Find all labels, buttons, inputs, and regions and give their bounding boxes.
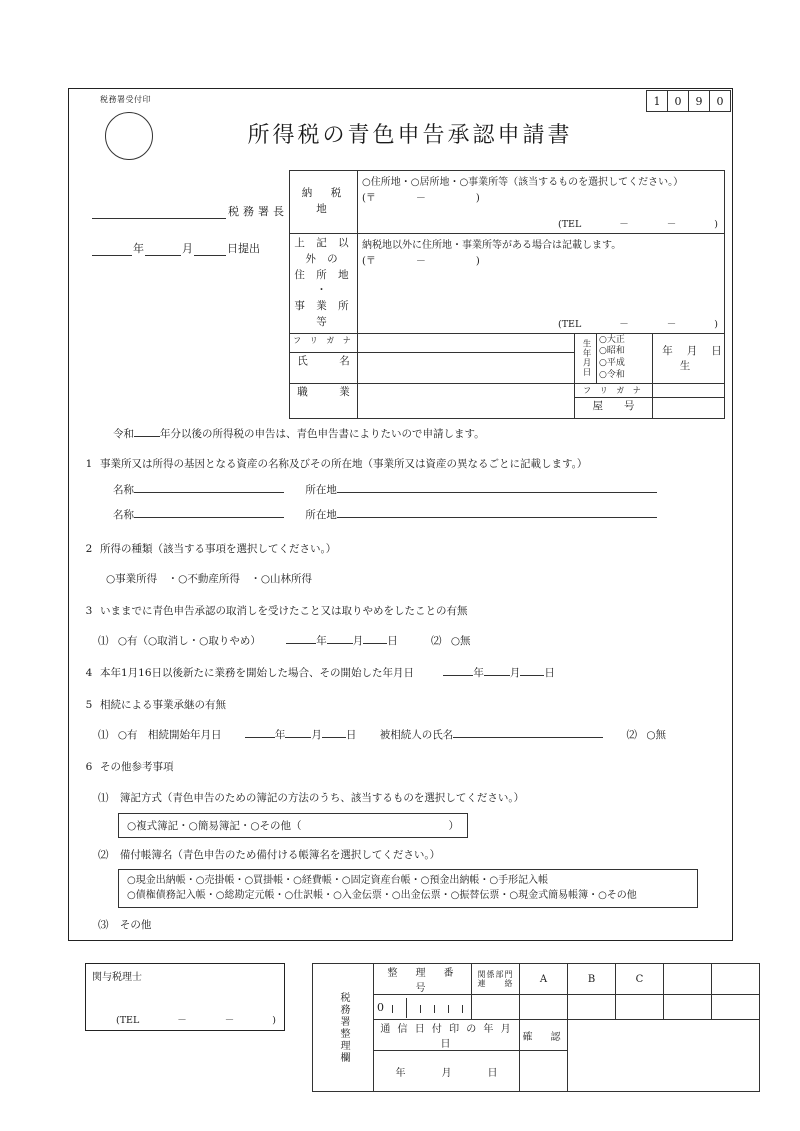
dob-label: 生年月日 — [580, 339, 591, 378]
column-c-header: C — [616, 964, 664, 995]
section-4 — [68, 667, 733, 680]
succession-day-label: 日 — [345, 729, 357, 742]
seiri-number-header: 整 理 番 号 — [374, 964, 472, 995]
column-e-cell[interactable] — [712, 995, 760, 1020]
section-1-text: 事業所又は所得の基因となる資産の名称及びその所在地（事業所又は資産の異なるごとに記載します。） — [100, 458, 588, 471]
start-year-input[interactable] — [443, 675, 473, 676]
era-options[interactable] — [597, 333, 653, 384]
form-code-digit: 1 — [646, 90, 668, 112]
section-3-index: 3 — [85, 604, 93, 617]
column-a-cell[interactable] — [520, 995, 568, 1020]
asset-name-input[interactable] — [134, 517, 284, 518]
tax-place-zip[interactable]: (〒 － ) — [362, 193, 480, 204]
table-row-occupation-furigana — [290, 384, 725, 398]
era-option-reiwa[interactable]: ○令和 — [599, 370, 625, 381]
name-furigana-label: フ リ ガ ナ — [290, 333, 358, 353]
decedent-name-label: 被相続人の氏名 — [379, 729, 454, 742]
submit-day-label: 日提出 — [227, 242, 260, 255]
dept-contact-line2: 連 絡 — [477, 979, 514, 988]
asset-place-input[interactable] — [337, 492, 657, 493]
section-4-text: 本年1月16日以後新たに業務を開始した場合、その開始した年月日 — [100, 667, 415, 679]
section-6-sub3 — [68, 919, 733, 932]
column-d-header — [664, 964, 712, 995]
era-option-taisho[interactable]: ○大正 — [599, 334, 625, 345]
dob-year-label: 年 — [662, 345, 673, 358]
column-b-cell[interactable] — [568, 995, 616, 1020]
asset-place-label: 所在地 — [305, 484, 337, 497]
column-e-header — [712, 964, 760, 995]
asset-place-input[interactable] — [337, 517, 657, 518]
section-6-sub3-text: その他 — [119, 918, 152, 931]
column-d-cell[interactable] — [664, 995, 712, 1020]
section-3-answers — [68, 635, 733, 648]
office-section-label: 税務署整理欄 — [338, 991, 349, 1064]
intro-text: 年分以後の所得税の申告は、青色申告書によりたいので申請します。 — [160, 428, 485, 440]
section-2 — [68, 543, 733, 556]
ledger-row-2[interactable]: ○債権債務記入帳・○総勘定元帳・○仕訳帳・○入金伝票・○出金伝票・○振替伝票・○現金式簡易帳簿・○その他 — [127, 890, 637, 902]
section-2-index: 2 — [85, 542, 93, 555]
seiri-tick — [392, 1005, 393, 1013]
intro-line — [68, 428, 733, 441]
postmark-header: 通 信 日 付 印 の 年 月 日 — [374, 1020, 520, 1051]
start-day-input[interactable] — [520, 675, 544, 676]
intro-era: 令和 — [113, 428, 134, 440]
postmark-month-label: 月 — [441, 1067, 452, 1079]
bookkeeping-method-box[interactable] — [118, 813, 468, 838]
succession-no-option[interactable]: ○無 — [646, 729, 667, 742]
submit-month-label: 月 — [182, 242, 193, 255]
start-day-label: 日 — [544, 667, 555, 679]
era-option-heisei[interactable]: ○平成 — [599, 358, 625, 369]
section-6-sub3-index: ⑶ — [98, 918, 109, 931]
trade-name-label: 屋 号 — [575, 398, 653, 419]
decedent-name-input[interactable] — [453, 737, 603, 738]
revocation-month-label: 月 — [352, 634, 364, 647]
table-row-other-place — [290, 234, 725, 334]
column-a-header: A — [520, 964, 568, 995]
confirm-cell[interactable] — [520, 1051, 568, 1092]
other-place-tel[interactable]: (TEL － － ) — [558, 318, 718, 330]
tax-place-cell[interactable] — [358, 171, 725, 234]
confirm-header: 確 認 — [520, 1020, 568, 1051]
section-6-index: 6 — [85, 761, 93, 774]
table-row-office-header — [313, 964, 760, 995]
dob-date-inputs[interactable] — [653, 333, 725, 384]
dept-contact-cell[interactable] — [472, 995, 520, 1020]
succession-month-label: 月 — [311, 729, 322, 742]
tax-office-line — [92, 203, 288, 219]
tax-agent-label: 関与税理士 — [92, 972, 142, 983]
submit-day-input[interactable] — [194, 242, 226, 256]
section-6-sub2-index: ⑵ — [98, 848, 109, 861]
submit-year-input[interactable] — [92, 242, 132, 256]
ledger-row-1[interactable]: ○現金出納帳・○売掛帳・○買掛帳・○経費帳・○固定資産台帳・○預金出納帳・○手形記入帳 — [127, 874, 549, 886]
tax-agent-tel[interactable]: (TEL － － ) — [116, 1015, 276, 1026]
trade-furigana-label: フ リ ガ ナ — [575, 384, 653, 398]
seiri-tick — [406, 998, 407, 1018]
tax-office-label: 税務署長 — [228, 205, 288, 218]
postmark-date-cell[interactable] — [374, 1051, 520, 1092]
intro-year-input[interactable] — [134, 436, 160, 437]
column-b-header: B — [568, 964, 616, 995]
section-3-sub1-index: ⑴ — [98, 634, 109, 647]
asset-name-label: 名称 — [113, 509, 134, 522]
revocation-day-label: 日 — [387, 634, 398, 647]
table-row-furigana — [290, 333, 725, 353]
seiri-tick — [462, 1005, 463, 1013]
tax-place-label: 納 税 地 — [290, 171, 358, 234]
section-3 — [68, 605, 733, 618]
dob-label-cell — [575, 333, 597, 384]
seiri-number-prefix: 0 — [377, 1000, 384, 1014]
seiri-number-cell[interactable] — [374, 995, 472, 1020]
succession-year-input[interactable] — [245, 737, 275, 738]
asset-row-1 — [68, 484, 733, 497]
receipt-stamp-label: 税務署受付印 — [100, 95, 151, 104]
asset-name-input[interactable] — [134, 492, 284, 493]
office-notes-cell[interactable] — [568, 1020, 760, 1092]
dept-contact-header — [472, 964, 520, 995]
section-5-index: 5 — [85, 699, 93, 712]
revocation-year-label: 年 — [316, 634, 327, 647]
revocation-day-input[interactable] — [363, 643, 387, 644]
name-input[interactable] — [358, 353, 575, 384]
tax-office-processing-table — [312, 963, 760, 1092]
page-title: 所得税の青色申告承認申請書 — [247, 123, 573, 148]
section-6-sub2-text: 備付帳簿名（青色申告のため備付ける帳簿名を選択してください。） — [119, 848, 441, 861]
table-row-postmark-header — [313, 1020, 760, 1051]
section-5-sub1-index: ⑴ — [98, 729, 109, 742]
tax-place-tel[interactable]: (TEL － － ) — [558, 219, 718, 230]
income-type-options[interactable]: ○事業所得 ・○不動産所得 ・○山林所得 — [106, 572, 312, 585]
occupation-input[interactable] — [358, 384, 575, 419]
tax-place-options[interactable]: ○住所地・○居所地・○事業所等（該当するものを選択してください。） — [362, 177, 684, 188]
succession-yes-option[interactable]: ○有 相続開始年月日 — [117, 729, 222, 742]
seiri-tick — [420, 1005, 421, 1013]
table-row-tax-place — [290, 171, 725, 234]
name-furigana-input[interactable] — [358, 333, 575, 353]
section-5-answers — [68, 729, 733, 742]
no-revocation-option[interactable]: ○無 — [450, 634, 471, 647]
section-1-index: 1 — [85, 458, 93, 471]
revocation-year-input[interactable] — [286, 643, 316, 644]
succession-month-input[interactable] — [285, 737, 311, 738]
start-year-label: 年 — [473, 667, 484, 679]
section-6-sub1 — [68, 792, 733, 805]
postmark-year-label: 年 — [395, 1067, 406, 1079]
column-c-cell[interactable] — [616, 995, 664, 1020]
succession-year-label: 年 — [274, 729, 286, 742]
form-code-digit: 0 — [668, 90, 689, 112]
revocation-month-input[interactable] — [327, 643, 353, 644]
form-body — [68, 428, 733, 932]
section-6-sub1-index: ⑴ — [98, 791, 109, 804]
start-month-input[interactable] — [484, 675, 510, 676]
revocation-option[interactable]: ○有（○取消し・○取りやめ） — [117, 634, 261, 647]
section-6-sub2 — [68, 849, 733, 862]
asset-name-label: 名称 — [113, 484, 134, 497]
section-2-text: 所得の種類（該当する事項を選択してください。） — [100, 542, 337, 555]
section-6-text: その他参考事項 — [100, 761, 174, 774]
form-code-digit: 9 — [689, 90, 710, 112]
section-3-text: いままでに青色申告承認の取消しを受けたこと又は取りやめをしたことの有無 — [100, 604, 468, 617]
section-4-index: 4 — [85, 667, 93, 679]
trade-name-input[interactable] — [653, 398, 725, 419]
dob-day-label: 日生 — [679, 345, 722, 373]
tax-office-input[interactable] — [92, 204, 226, 219]
asset-row-2 — [68, 509, 733, 522]
dept-contact-line1: 関係部門 — [477, 969, 514, 979]
name-label: 氏 名 — [290, 353, 358, 384]
submission-date-line — [92, 240, 288, 256]
other-place-zip[interactable]: (〒 － ) — [362, 256, 480, 267]
office-section-label-cell — [313, 964, 374, 1092]
tax-agent-box[interactable] — [85, 963, 285, 1031]
succession-day-input[interactable] — [322, 737, 346, 738]
other-place-cell[interactable] — [358, 234, 725, 334]
section-5 — [68, 699, 733, 712]
other-place-label: 上 記 以 外 の 住 所 地 ・ 事 業 所 等 — [290, 234, 358, 334]
section-1 — [68, 458, 733, 471]
section-5-sub2-index: ⑵ — [626, 729, 638, 742]
seiri-tick — [448, 1005, 449, 1013]
section-5-text: 相続による事業承継の有無 — [100, 699, 226, 712]
section-6 — [68, 761, 733, 774]
other-place-note: 納税地以外に住所地・事業所等がある場合は記載します。 — [362, 240, 622, 251]
postmark-day-label: 日 — [487, 1067, 498, 1079]
taxpayer-info-table — [289, 170, 725, 419]
asset-place-label: 所在地 — [305, 509, 337, 522]
era-option-showa[interactable]: ○昭和 — [599, 346, 625, 357]
table-row-office-values — [313, 995, 760, 1020]
submit-year-label: 年 — [133, 242, 144, 255]
ledger-names-box[interactable] — [118, 869, 698, 908]
form-code-digit: 0 — [710, 90, 731, 112]
trade-furigana-input[interactable] — [653, 384, 725, 398]
occupation-label: 職 業 — [290, 384, 358, 419]
section-3-sub2-index: ⑵ — [431, 634, 442, 647]
seiri-tick — [434, 1005, 435, 1013]
submit-month-input[interactable] — [145, 242, 181, 256]
section-6-sub1-text: 簿記方式（青色申告のための簿記の方法のうち、該当するものを選択してください。） — [119, 791, 525, 804]
bookkeeping-options[interactable]: ○複式簿記・○簡易簿記・○その他（ ） — [127, 819, 459, 832]
start-month-label: 月 — [509, 667, 521, 679]
dob-month-label: 月 — [686, 345, 698, 358]
